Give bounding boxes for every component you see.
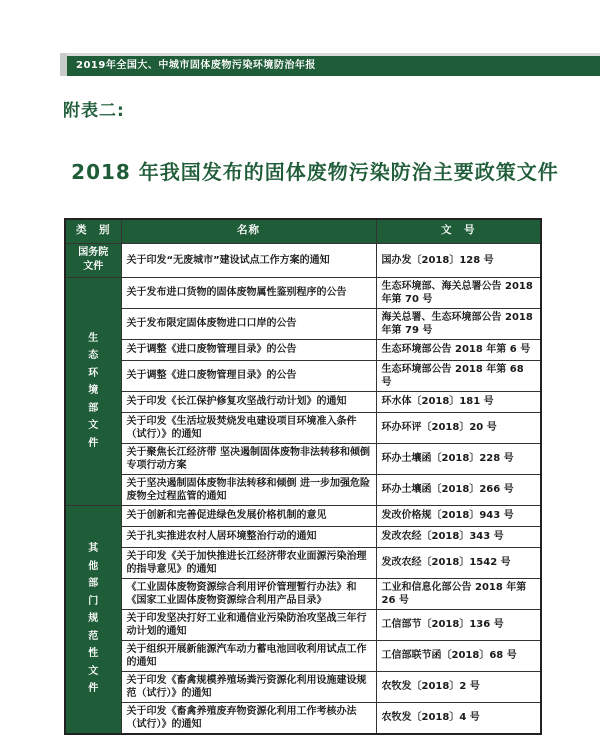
policy-table — [64, 218, 542, 735]
doc-number-cell: 工信部联节函〔2018〕68 号 — [376, 640, 541, 671]
header-accent-tab — [60, 53, 67, 76]
doc-number-cell: 生态环境部公告 2018 年第 68 号 — [376, 360, 541, 391]
table-row — [65, 640, 541, 671]
header-name: 名称 — [121, 219, 376, 243]
policy-name-cell: 关于印发《关于加快推进长江经济带农业面源污染治理的指导意见》的通知 — [121, 547, 376, 578]
table-row — [65, 474, 541, 505]
doc-number-cell: 环水体〔2018〕181 号 — [376, 391, 541, 412]
policy-name-cell: 关于组织开展新能源汽车动力蓄电池回收利用试点工作的通知 — [121, 640, 376, 671]
doc-number-cell: 环办土壤函〔2018〕266 号 — [376, 474, 541, 505]
doc-number-cell: 农牧发〔2018〕4 号 — [376, 702, 541, 734]
running-header-text: 2019年全国大、中城市固体废物污染环境防治年报 — [67, 56, 600, 76]
policy-name-cell: 关于印发《长江保护修复攻坚战行动计划》的通知 — [121, 391, 376, 412]
policy-name-cell: 关于调整《进口废物管理目录》的公告 — [121, 360, 376, 391]
table-row — [65, 702, 541, 734]
doc-number-cell: 国办发〔2018〕128 号 — [376, 243, 541, 277]
policy-name-cell: 《工业固体废物资源综合利用评价管理暂行办法》和《国家工业固体废物资源综合利用产品目录》 — [121, 578, 376, 609]
doc-number-cell: 工信部节〔2018〕136 号 — [376, 609, 541, 640]
header-category: 类 别 — [65, 219, 121, 243]
policy-name-cell: 关于创新和完善促进绿色发展价格机制的意见 — [121, 505, 376, 526]
table-row — [65, 339, 541, 360]
table-row — [65, 308, 541, 339]
doc-number-cell: 发改农经〔2018〕1542 号 — [376, 547, 541, 578]
policy-name-cell: 关于发布限定固体废物进口口岸的公告 — [121, 308, 376, 339]
table-row — [65, 443, 541, 474]
policy-name-cell: 关于印发《畜禽养殖废弃物资源化利用工作考核办法（试行）》的通知 — [121, 702, 376, 734]
doc-number-cell: 环办土壤函〔2018〕228 号 — [376, 443, 541, 474]
table-row — [65, 609, 541, 640]
category-cell — [65, 243, 121, 277]
category-cell — [65, 505, 121, 734]
table-row — [65, 671, 541, 702]
policy-name-cell: 关于聚焦长江经济带 坚决遏制固体废物非法转移和倾倒专项行动方案 — [121, 443, 376, 474]
policy-name-cell: 关于印发“无废城市”建设试点工作方案的通知 — [121, 243, 376, 277]
running-header — [60, 53, 600, 76]
page-title: 2018 年我国发布的固体废物污染防治主要政策文件 — [71, 160, 559, 184]
doc-number-cell: 环办环评〔2018〕20 号 — [376, 412, 541, 443]
doc-number-cell: 发改价格规〔2018〕943 号 — [376, 505, 541, 526]
category-cell — [65, 277, 121, 505]
table-row — [65, 505, 541, 526]
category-label: 国务院文件 — [78, 246, 109, 272]
doc-number-cell: 工业和信息化部公告 2018 年第 26 号 — [376, 578, 541, 609]
table-row — [65, 243, 541, 277]
table-row — [65, 360, 541, 391]
category-label: 生态环境部文件 — [88, 332, 99, 449]
doc-number-cell: 海关总署、生态环境部公告 2018 年第 79 号 — [376, 308, 541, 339]
header-doc-number: 文 号 — [376, 219, 541, 243]
table-row — [65, 547, 541, 578]
table-row — [65, 391, 541, 412]
policy-name-cell: 关于发布进口货物的固体废物属性鉴别程序的公告 — [121, 277, 376, 308]
policy-name-cell: 关于坚决遏制固体废物非法转移和倾倒 进一步加强危险废物全过程监管的通知 — [121, 474, 376, 505]
doc-number-cell: 发改农经〔2018〕343 号 — [376, 526, 541, 547]
policy-name-cell: 关于调整《进口废物管理目录》的公告 — [121, 339, 376, 360]
policy-name-cell: 关于印发《生活垃圾焚烧发电建设项目环境准入条件（试行）》的通知 — [121, 412, 376, 443]
policy-name-cell: 关于扎实推进农村人居环境整治行动的通知 — [121, 526, 376, 547]
table-row — [65, 412, 541, 443]
policy-name-cell: 关于印发《畜禽规模养殖场粪污资源化利用设施建设规范（试行）》的通知 — [121, 671, 376, 702]
table-row — [65, 277, 541, 308]
appendix-label: 附表二: — [63, 101, 125, 121]
policy-name-cell: 关于印发坚决打好工业和通信业污染防治攻坚战三年行动计划的通知 — [121, 609, 376, 640]
table-row — [65, 526, 541, 547]
table-header-row — [65, 219, 541, 243]
category-label: 其他部门规范性文件 — [88, 543, 99, 695]
doc-number-cell: 生态环境部、海关总署公告 2018 年第 70 号 — [376, 277, 541, 308]
doc-number-cell: 生态环境部公告 2018 年第 6 号 — [376, 339, 541, 360]
table-row — [65, 578, 541, 609]
doc-number-cell: 农牧发〔2018〕2 号 — [376, 671, 541, 702]
